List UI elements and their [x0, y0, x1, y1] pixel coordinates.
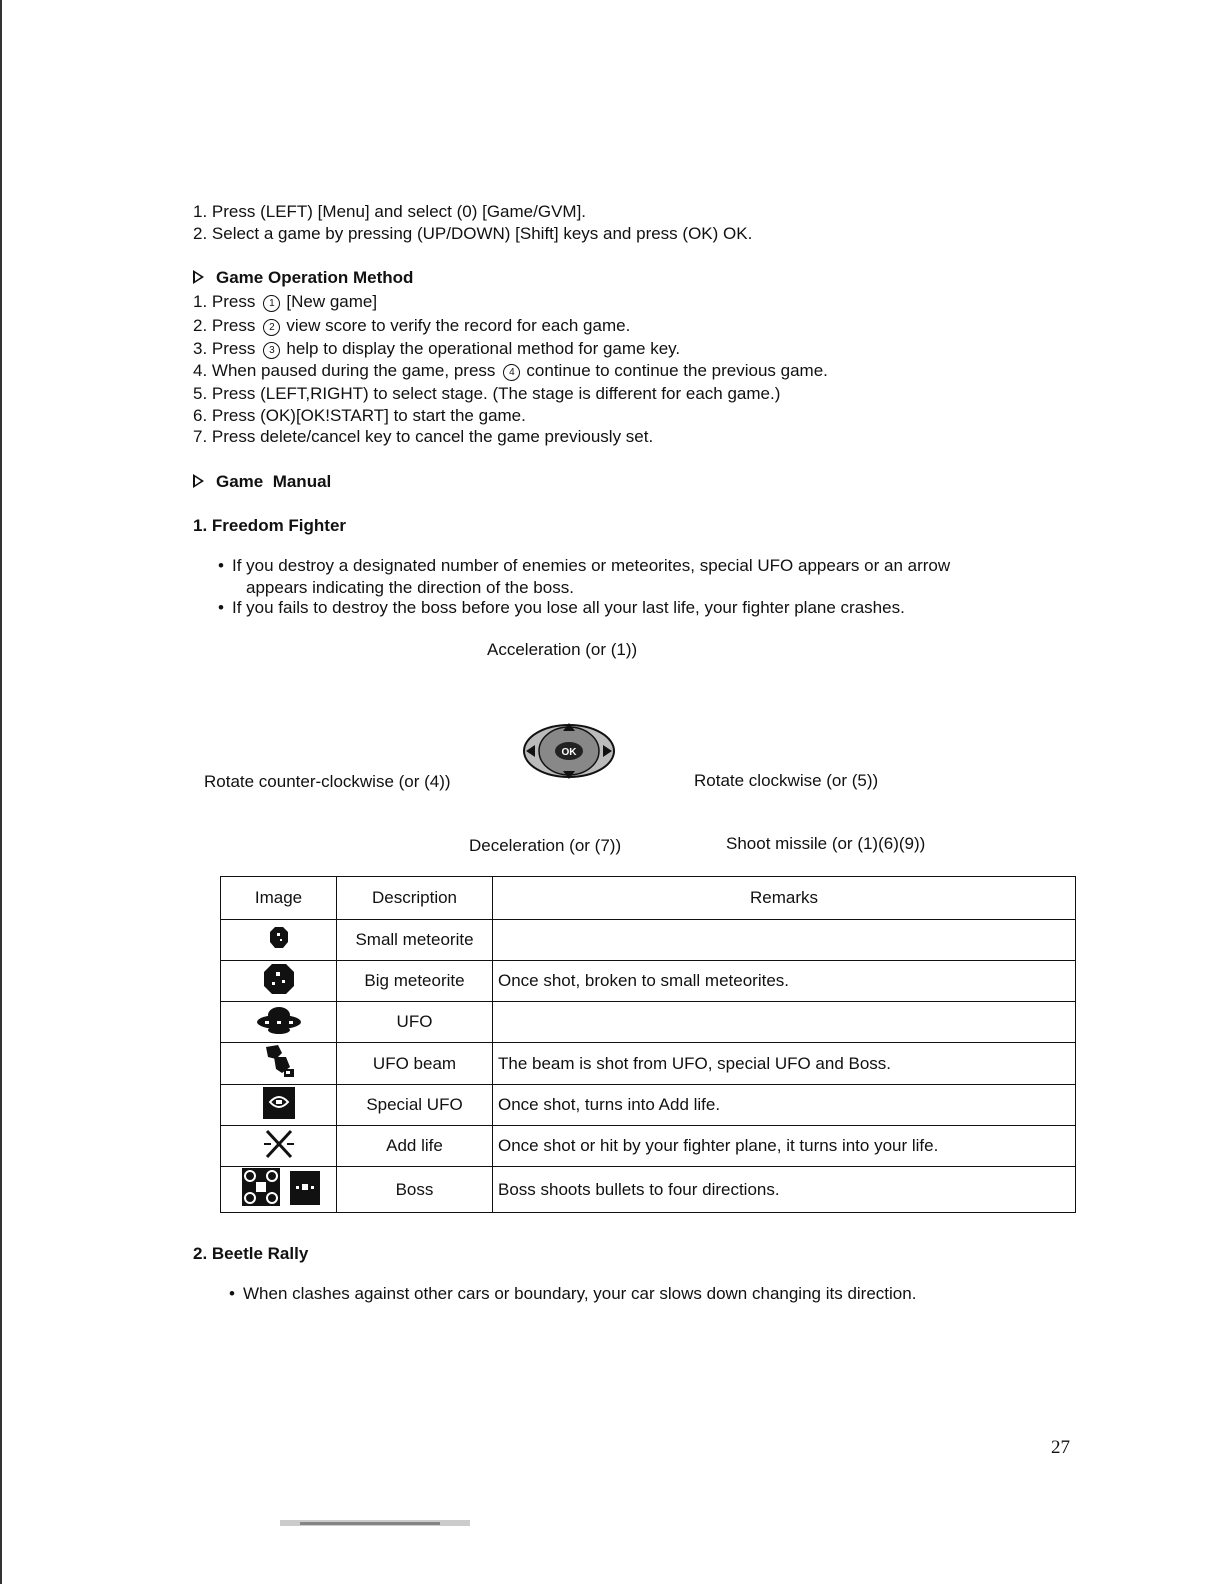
svg-text:OK: OK — [561, 747, 577, 758]
table-row — [221, 961, 1076, 1002]
row-remarks — [493, 1002, 1076, 1043]
dpad-ok-icon — [522, 720, 616, 782]
circled-number-icon: 4 — [503, 364, 520, 381]
triangle-bullet-icon — [193, 474, 204, 488]
intro-step-2: 2. Select a game by pressing (UP/DOWN) [Shift] keys and press (OK) OK. — [193, 224, 753, 243]
table-row — [221, 1002, 1076, 1043]
row-description: Big meteorite — [337, 961, 493, 1002]
row-description: Add life — [337, 1126, 493, 1167]
add-life-icon — [262, 1128, 296, 1160]
boss-icon — [232, 1167, 326, 1207]
row-remarks: The beam is shot from UFO, special UFO and Boss. — [493, 1043, 1076, 1085]
row-remarks: Once shot or hit by your fighter plane, it turns into your life. — [493, 1126, 1076, 1167]
row-remarks: Once shot, turns into Add life. — [493, 1085, 1076, 1126]
row-description: Special UFO — [337, 1085, 493, 1126]
big-meteorite-icon — [262, 962, 296, 996]
page-number: 27 — [1051, 1437, 1070, 1458]
operation-step-4: 4. When paused during the game, press 4 continue to continue the previous game. — [193, 361, 828, 380]
row-remarks: Boss shoots bullets to four directions. — [493, 1167, 1076, 1213]
special-ufo-icon — [262, 1086, 296, 1120]
control-left-label: Rotate counter-clockwise (or (4)) — [204, 772, 451, 791]
row-remarks: Once shot, broken to small meteorites. — [493, 961, 1076, 1002]
control-down-label: Deceleration (or (7)) — [469, 836, 622, 855]
operation-step-7: 7. Press delete/cancel key to cancel the game previously set. — [193, 427, 654, 446]
header-image: Image — [221, 877, 337, 920]
scan-edge — [0, 0, 2, 1584]
control-shoot-label: Shoot missile (or (1)(6)(9)) — [726, 834, 926, 853]
operation-heading: Game Operation Method — [193, 267, 413, 289]
scan-artifact — [240, 1514, 500, 1532]
row-description: Boss — [337, 1167, 493, 1213]
game1-title: 1. Freedom Fighter — [193, 516, 347, 535]
game2-bullet-1: • When clashes against other cars or boundary, your car slows down changing its direction. — [229, 1284, 917, 1303]
operation-step-2: 2. Press 2 view score to verify the record for each game. — [193, 316, 631, 335]
operation-step-1: 1. Press 1 [New game] — [193, 292, 378, 311]
circled-number-icon: 2 — [263, 319, 280, 336]
triangle-bullet-icon — [193, 270, 204, 284]
ufo-icon — [256, 1006, 302, 1034]
operation-step-3: 3. Press 3 help to display the operational method for game key. — [193, 339, 681, 358]
game1-bullet-2: • If you fails to destroy the boss before you lose all your last life, your fighter plane crashes. — [218, 598, 905, 617]
small-meteorite-icon — [267, 925, 291, 951]
table-header-row — [221, 877, 1076, 920]
game1-bullet-1-cont: appears indicating the direction of the boss. — [246, 578, 574, 597]
operation-step-5: 5. Press (LEFT,RIGHT) to select stage. (The stage is different for each game.) — [193, 384, 781, 403]
circled-number-icon: 1 — [263, 295, 280, 312]
control-right-label: Rotate clockwise (or (5)) — [694, 771, 879, 790]
manual-heading: Game Manual — [193, 471, 331, 493]
table-row — [221, 1126, 1076, 1167]
circled-number-icon: 3 — [263, 342, 280, 359]
row-remarks — [493, 920, 1076, 961]
table-row — [221, 1167, 1076, 1213]
table-row — [221, 1043, 1076, 1085]
row-description: Small meteorite — [337, 920, 493, 961]
header-description: Description — [337, 877, 493, 920]
game2-title: 2. Beetle Rally — [193, 1244, 309, 1263]
table-row — [221, 1085, 1076, 1126]
table-row — [221, 920, 1076, 961]
operation-step-6: 6. Press (OK)[OK!START] to start the game. — [193, 406, 526, 425]
intro-step-1: 1. Press (LEFT) [Menu] and select (0) [Game/GVM]. — [193, 202, 587, 221]
game1-bullet-1: • If you destroy a designated number of enemies or meteorites, special UFO appears or an arrow — [218, 556, 951, 575]
row-description: UFO beam — [337, 1043, 493, 1085]
items-table — [220, 876, 1076, 1213]
ufo-beam-icon — [262, 1043, 296, 1079]
row-description: UFO — [337, 1002, 493, 1043]
control-up-label: Acceleration (or (1)) — [487, 640, 638, 659]
header-remarks: Remarks — [493, 877, 1076, 920]
